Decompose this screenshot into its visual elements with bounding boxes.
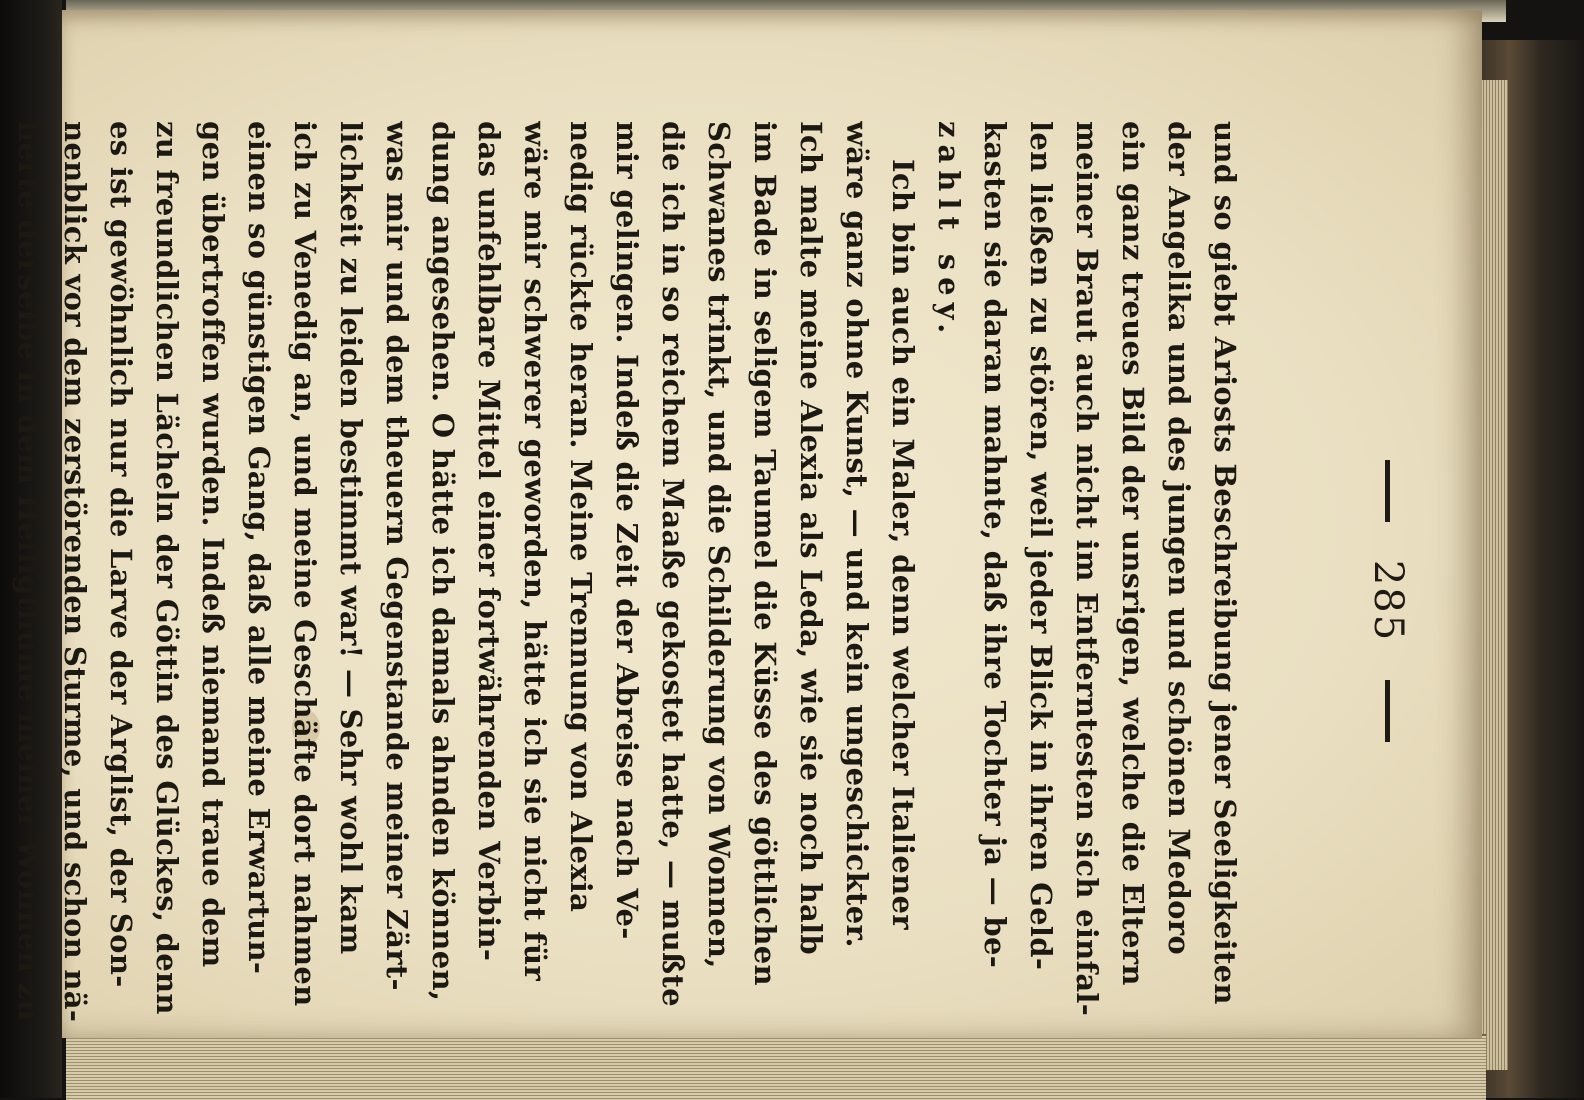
text-line: ich zu Venedig an, und meine Geschäfte dort nahmen <box>288 121 322 1007</box>
text-line: herte derselbe in dem Heiligthume meiner Wonnen zu <box>12 121 46 1022</box>
text-line: Ich bin auch ein Maler, denn welcher Italiener <box>886 159 920 930</box>
header-dash-left <box>1386 460 1391 522</box>
text-line: wäre mir schwerer geworden, hätte ich sie nicht für <box>518 121 552 981</box>
text-line <box>0 121 6 1081</box>
text-line: lichkeit zu leiden bestimmt war! — Sehr wohl kam <box>334 121 368 955</box>
text-line: len ließen zu stören, weil jeder Blick in ihren Geld- <box>1024 121 1058 971</box>
text-line: und so giebt Ariosts Beschreibung jener Seeligkeiten <box>1208 121 1242 1005</box>
text-line: was mir und dem theuern Gegenstande meiner Zärt- <box>380 121 414 991</box>
text-line: kasten sie daran mahnte, daß ihre Tochter ja — be- <box>978 121 1012 969</box>
text-line: nedig rückte heran. Meine Trennung von Alexia <box>564 121 598 913</box>
page-header <box>1353 121 1423 1081</box>
text-line: ein ganz treues Bild der unsrigen, welche die Eltern <box>1116 121 1150 986</box>
text-line: im Bade in seligem Taumel die Küsse des göttlichen <box>748 121 782 986</box>
text-line: mir gelingen. Indeß die Zeit der Abreise nach Ve- <box>610 121 644 940</box>
text-line: der Angelika und des jungen und schönen Medoro <box>1162 121 1196 955</box>
text-line: die ich in so reichem Maaße gekostet hatte, — mußte <box>656 121 690 1007</box>
text-line: nenblick vor dem zerstörenden Sturme, und schon nä- <box>58 121 92 1023</box>
header-dash-right <box>1386 680 1391 742</box>
page-text-block <box>12 121 1423 1081</box>
text-line: wäre ganz ohne Kunst, — und kein ungeschickter. <box>840 121 874 948</box>
text-line: meiner Braut auch nicht im Entferntesten sich einfal- <box>1070 121 1104 1017</box>
text-line: einen so günstigen Gang, daß alle meine Erwartun- <box>242 121 276 975</box>
text-line: gen übertroffen wurden. Indeß niemand traue dem <box>196 121 230 968</box>
text-line: dung angesehen. O hätte ich damals ahnden können, <box>426 121 460 1002</box>
text-line: Ich malte meine Alexia als Leda, wie sie noch halb <box>794 121 828 955</box>
text-line: Schwanes trinkt, und die Schilderung von Wonnen, <box>702 121 736 969</box>
text-line: zahlt sey. <box>932 121 966 341</box>
body-text <box>0 121 1248 1081</box>
page-edges-right <box>1478 80 1508 1070</box>
page-number: 285 <box>1365 559 1411 643</box>
text-line: zu freundlichen Lächeln der Göttin des Glückes, denn <box>150 121 184 1015</box>
text-line: das unfehlbare Mittel einer fortwährenden Verbin- <box>472 121 506 962</box>
text-line: es ist gewöhnlich nur die Larve der Arglist, der Son- <box>104 121 138 988</box>
